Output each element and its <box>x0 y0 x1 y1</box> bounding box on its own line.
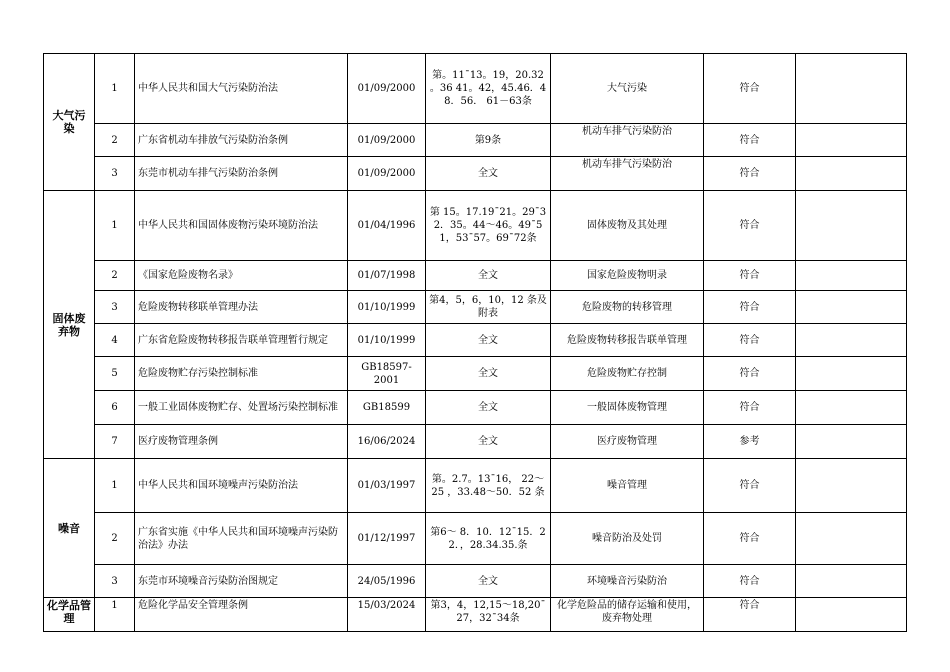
table-row <box>44 459 907 513</box>
empty-cell <box>796 598 907 632</box>
law-name: 危险废物转移联单管理办法 <box>135 291 348 324</box>
row-number: 2 <box>95 513 135 565</box>
empty-cell <box>796 459 907 513</box>
applicable-articles: 全文 <box>426 157 551 191</box>
applicable-articles: 第 15。17.19¯21。29¯32．35。44～46。49¯51，53¯57。69¯72条 <box>426 191 551 261</box>
effective-date: 01/03/1997 <box>348 459 426 513</box>
row-number: 2 <box>95 124 135 157</box>
subject: 国家危险废物明录 <box>551 261 704 291</box>
empty-cell <box>796 54 907 124</box>
row-number: 7 <box>95 425 135 459</box>
applicable-articles: 第4，5，6，10，12 条及附表 <box>426 291 551 324</box>
compliance-result: 符合 <box>704 598 796 632</box>
effective-date: GB18599 <box>348 391 426 425</box>
compliance-result: 符合 <box>704 324 796 357</box>
effective-date: 01/07/1998 <box>348 261 426 291</box>
row-number: 1 <box>95 598 135 632</box>
law-name: 广东省实施《中华人民共和国环境噪声污染防治法》办法 <box>135 513 348 565</box>
table-row <box>44 598 907 632</box>
table-row <box>44 291 907 324</box>
row-number: 2 <box>95 261 135 291</box>
table-row <box>44 191 907 261</box>
applicable-articles: 第6～ 8．10．12¯15．22．，28.34.35.条 <box>426 513 551 565</box>
compliance-result: 符合 <box>704 54 796 124</box>
subject: 噪音管理 <box>551 459 704 513</box>
effective-date: 01/09/2000 <box>348 54 426 124</box>
law-name: 东莞市环境噪音污染防治图规定 <box>135 565 348 598</box>
law-name: 东莞市机动车排气污染防治条例 <box>135 157 348 191</box>
empty-cell <box>796 191 907 261</box>
compliance-result: 参考 <box>704 425 796 459</box>
table-row <box>44 54 907 124</box>
law-name: 医疗废物管理条例 <box>135 425 348 459</box>
regulations-table <box>43 53 907 632</box>
table-row <box>44 425 907 459</box>
table-row <box>44 391 907 425</box>
empty-cell <box>796 324 907 357</box>
row-number: 3 <box>95 157 135 191</box>
applicable-articles: 全文 <box>426 357 551 391</box>
empty-cell <box>796 157 907 191</box>
row-number: 4 <box>95 324 135 357</box>
applicable-articles: 第。2.7。13¯16， 22～25 ，33.48～50．52 条 <box>426 459 551 513</box>
empty-cell <box>796 565 907 598</box>
compliance-result: 符合 <box>704 391 796 425</box>
compliance-result: 符合 <box>704 124 796 157</box>
empty-cell <box>796 291 907 324</box>
subject: 危险废物贮存控制 <box>551 357 704 391</box>
table-row <box>44 157 907 191</box>
law-name: 中华人民共和国大气污染防治法 <box>135 54 348 124</box>
compliance-result: 符合 <box>704 513 796 565</box>
empty-cell <box>796 261 907 291</box>
empty-cell <box>796 391 907 425</box>
row-number: 3 <box>95 291 135 324</box>
effective-date: 01/12/1997 <box>348 513 426 565</box>
effective-date: 01/04/1996 <box>348 191 426 261</box>
effective-date: 01/10/1999 <box>348 291 426 324</box>
compliance-result: 符合 <box>704 357 796 391</box>
row-number: 6 <box>95 391 135 425</box>
subject: 大气污染 <box>551 54 704 124</box>
subject: 环境噪音污染防治 <box>551 565 704 598</box>
compliance-result: 符合 <box>704 291 796 324</box>
subject: 一般固体废物管理 <box>551 391 704 425</box>
row-number: 3 <box>95 565 135 598</box>
law-name: 危险化学品安全管理条例 <box>135 598 348 632</box>
row-number: 5 <box>95 357 135 391</box>
table-row <box>44 565 907 598</box>
category-cell: 固体废弃物 <box>44 191 95 459</box>
applicable-articles: 全文 <box>426 261 551 291</box>
effective-date: 01/09/2000 <box>348 157 426 191</box>
subject: 机动车排气污染防治 <box>551 157 704 191</box>
effective-date: 15/03/2024 <box>348 598 426 632</box>
subject: 医疗废物管理 <box>551 425 704 459</box>
law-name: 广东省机动车排放气污染防治条例 <box>135 124 348 157</box>
compliance-result: 符合 <box>704 261 796 291</box>
applicable-articles: 第3，4，12,15～18,20¯27，32¯34条 <box>426 598 551 632</box>
table-row <box>44 261 907 291</box>
row-number: 1 <box>95 54 135 124</box>
empty-cell <box>796 124 907 157</box>
subject: 固体废物及其处理 <box>551 191 704 261</box>
effective-date: 01/09/2000 <box>348 124 426 157</box>
subject: 危险废物的转移管理 <box>551 291 704 324</box>
empty-cell <box>796 357 907 391</box>
effective-date: 01/10/1999 <box>348 324 426 357</box>
compliance-result: 符合 <box>704 459 796 513</box>
table-row <box>44 324 907 357</box>
effective-date: 24/05/1996 <box>348 565 426 598</box>
law-name: 中华人民共和国固体废物污染环境防治法 <box>135 191 348 261</box>
empty-cell <box>796 425 907 459</box>
subject: 噪音防治及处罚 <box>551 513 704 565</box>
law-name: 广东省危险废物转移报告联单管理暂行规定 <box>135 324 348 357</box>
applicable-articles: 全文 <box>426 324 551 357</box>
compliance-result: 符合 <box>704 157 796 191</box>
law-name: 《国家危险废物名录》 <box>135 261 348 291</box>
law-name: 一般工业固体废物贮存、处置场污染控制标准 <box>135 391 348 425</box>
category-cell: 大气污染 <box>44 54 95 191</box>
law-name: 中华人民共和国环境噪声污染防治法 <box>135 459 348 513</box>
compliance-result: 符合 <box>704 565 796 598</box>
compliance-result: 符合 <box>704 191 796 261</box>
applicable-articles: 全文 <box>426 425 551 459</box>
table-row <box>44 513 907 565</box>
applicable-articles: 第。11¯13。19，20.32 。36 41。42，45.46．48．56． 61－63条 <box>426 54 551 124</box>
table-row <box>44 357 907 391</box>
table-row <box>44 124 907 157</box>
category-cell: 化学品管理 <box>44 598 95 632</box>
applicable-articles: 第9条 <box>426 124 551 157</box>
subject: 化学危险品的储存运输和使用，废弃物处理 <box>551 598 704 632</box>
empty-cell <box>796 513 907 565</box>
applicable-articles: 全文 <box>426 391 551 425</box>
category-cell: 噪音 <box>44 459 95 598</box>
effective-date: GB18597-2001 <box>348 357 426 391</box>
applicable-articles: 全文 <box>426 565 551 598</box>
subject: 机动车排气污染防治 <box>551 124 704 157</box>
row-number: 1 <box>95 191 135 261</box>
law-name: 危险废物贮存污染控制标准 <box>135 357 348 391</box>
row-number: 1 <box>95 459 135 513</box>
subject: 危险废物转移报告联单管理 <box>551 324 704 357</box>
effective-date: 16/06/2024 <box>348 425 426 459</box>
